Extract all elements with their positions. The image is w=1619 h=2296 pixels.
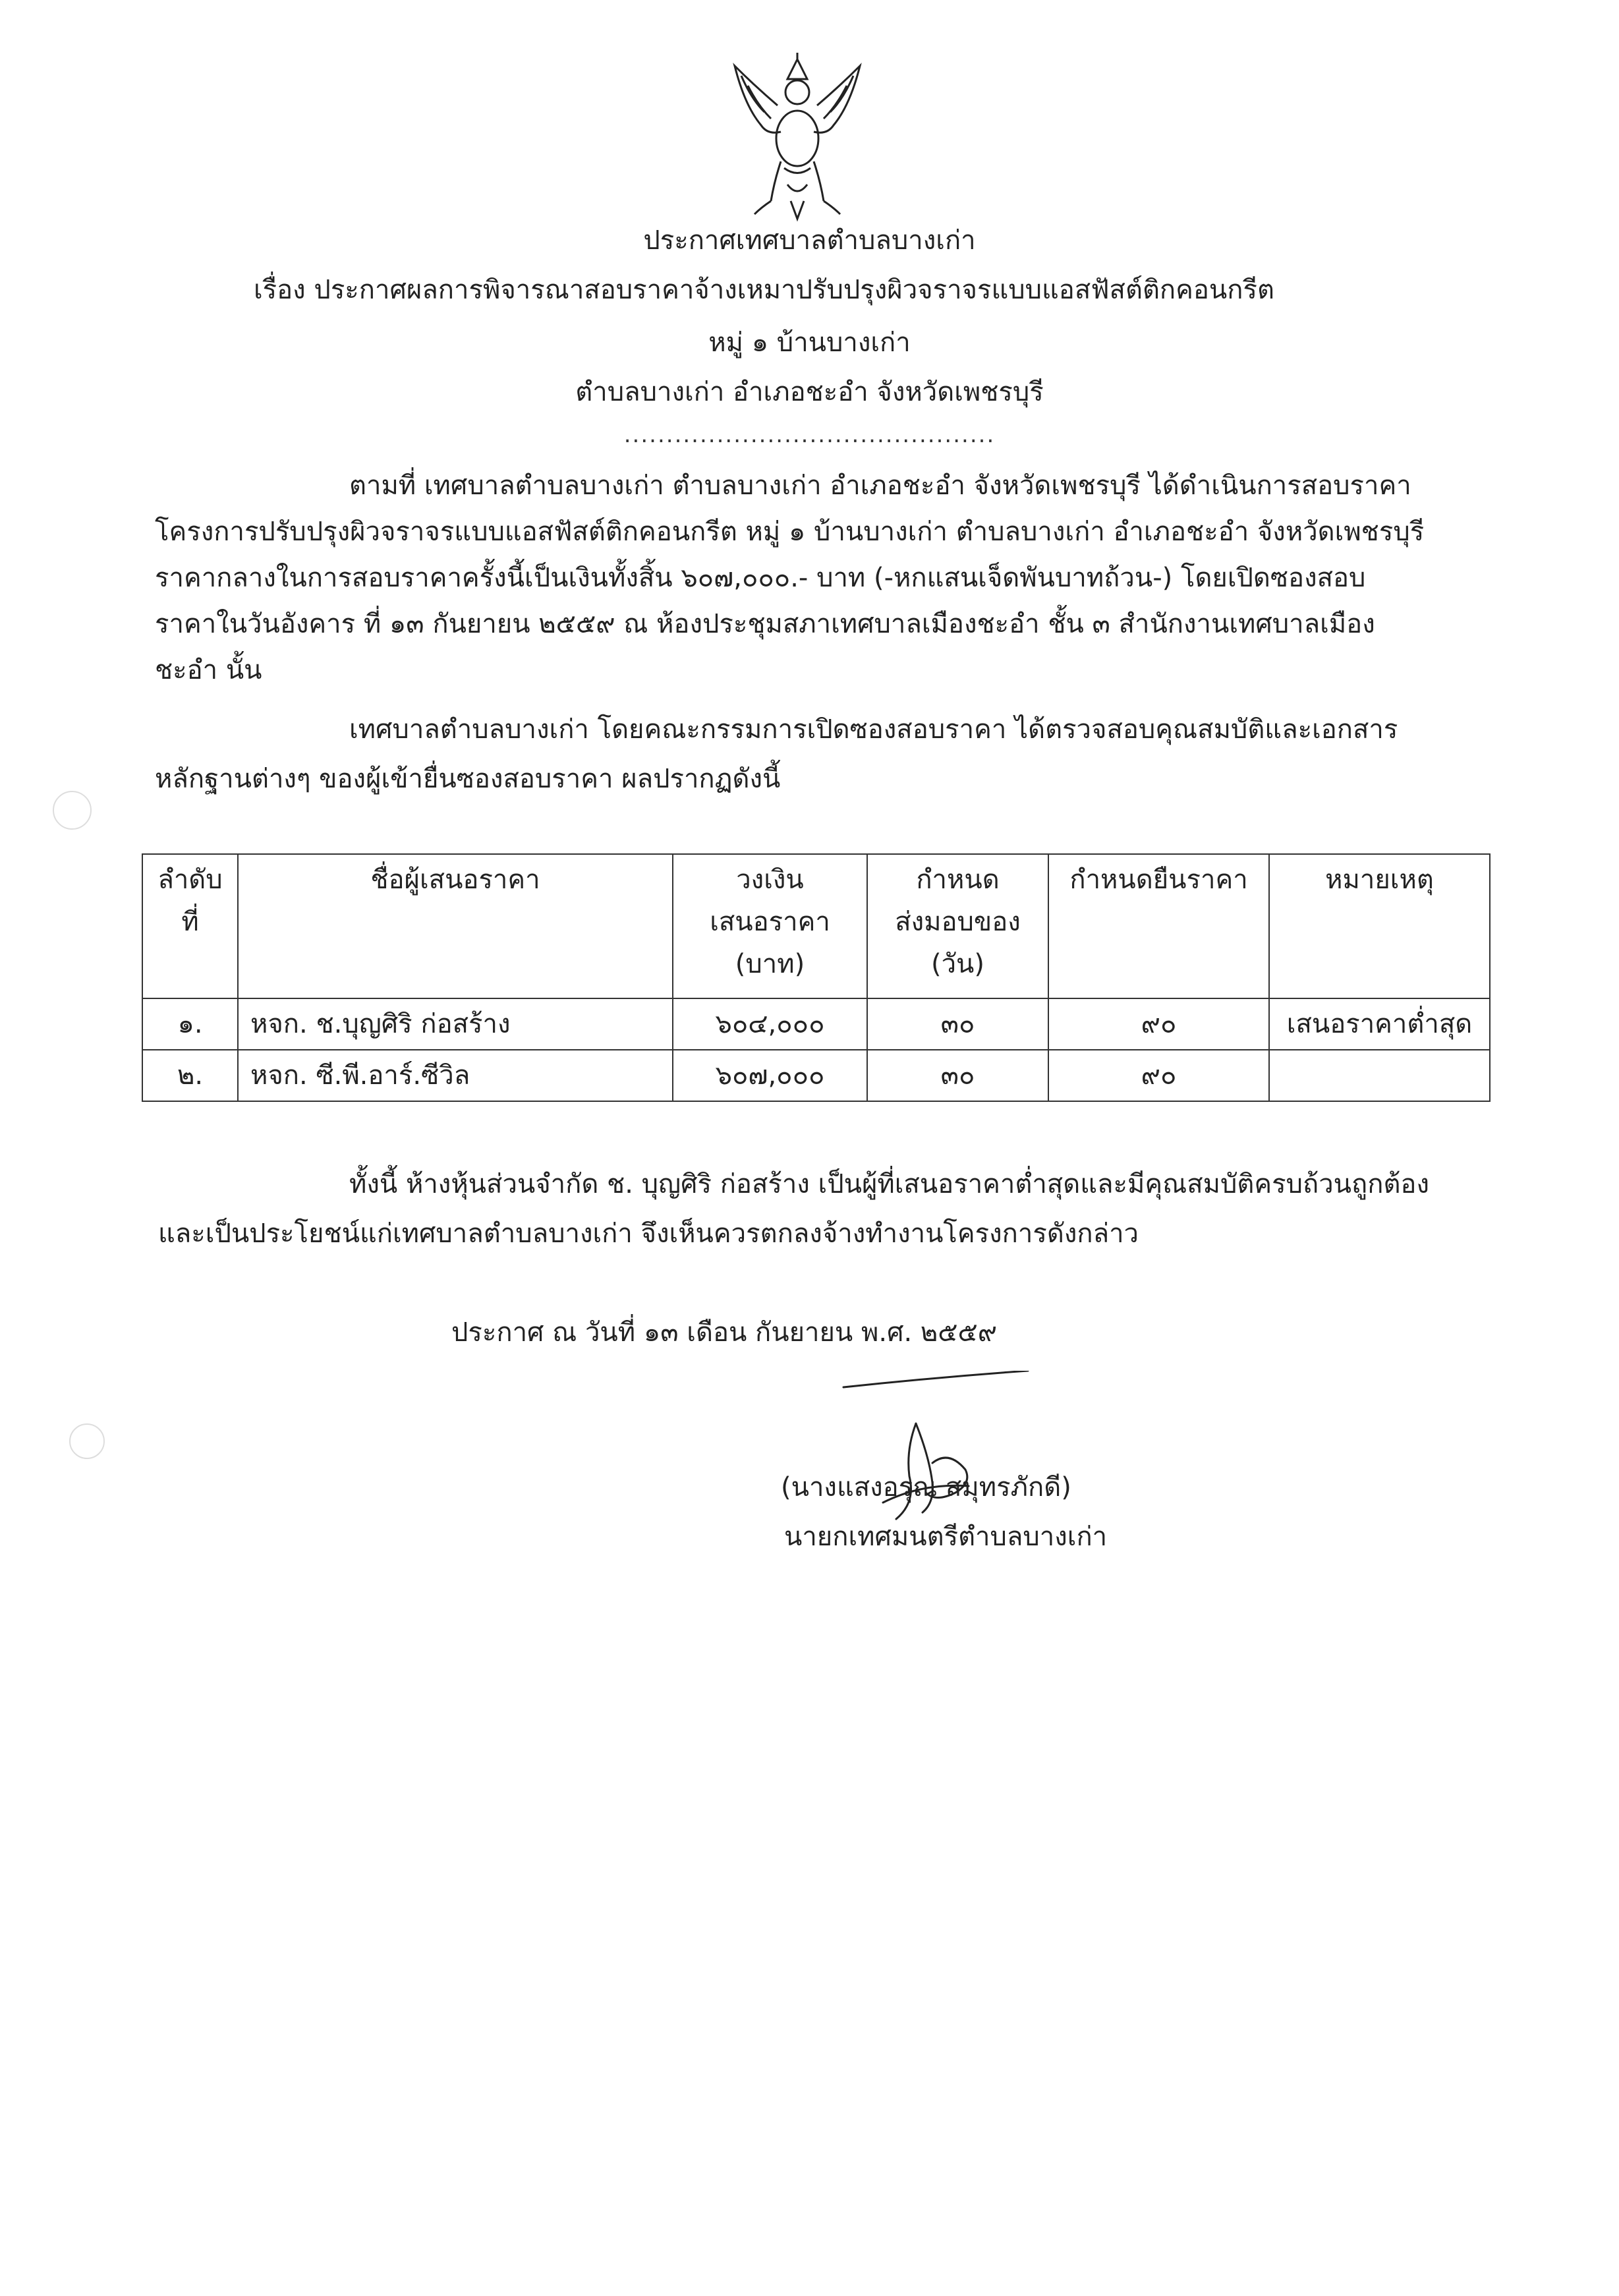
table-row <box>142 998 1490 1050</box>
row-bidder-name: หจก. ช.บุญศิริ ก่อสร้าง <box>238 998 673 1050</box>
row-remarks: เสนอราคาต่ำสุด <box>1269 998 1490 1050</box>
para1-line4: ราคาในวันอังคาร ที่ ๑๓ กันยายน ๒๕๕๙ ณ ห้องประชุมสภาเทศบาลเมืองชะอำ ชั้น ๓ สำนักงานเทศบาลเมือง <box>155 609 1375 639</box>
row-no: ๑. <box>142 998 238 1050</box>
table-header-row <box>142 854 1490 998</box>
header-bidder-name: ชื่อผู้เสนอราคา <box>238 854 673 998</box>
para1-line3: ราคากลางในการสอบราคาครั้งนี้เป็นเงินทั้งสิ้น ๖๐๗,๐๐๐.- บาท (-หกแสนเจ็ดพันบาทถ้วน-) โดยเปิดซองสอบ <box>155 563 1366 593</box>
row-bid-amount: ๖๐๔,๐๐๐ <box>673 998 867 1050</box>
location-line: ตำบลบางเก่า อำเภอชะอำ จังหวัดเพชรบุรี <box>575 377 1044 407</box>
row-validity: ๙๐ <box>1048 998 1269 1050</box>
row-delivery: ๓๐ <box>867 1050 1048 1101</box>
bid-results-table <box>142 853 1491 1102</box>
header-remarks: หมายเหตุ <box>1269 854 1490 998</box>
garuda-emblem <box>715 46 880 224</box>
signatory-title: นายกเทศมนตรีตำบลบางเก่า <box>784 1522 1108 1552</box>
punch-hole-mark <box>69 1423 105 1459</box>
para1-line2: โครงการปรับปรุงผิวจราจรแบบแอสฟัสต์ติกคอนกรีต หมู่ ๑ บ้านบางเก่า ตำบลบางเก่า อำเภอชะอำ จังหวัดเพชรบุรี <box>155 517 1425 547</box>
row-no: ๒. <box>142 1050 238 1101</box>
para2-line1: เทศบาลตำบลบางเก่า โดยคณะกรรมการเปิดซองสอบราคา ได้ตรวจสอบคุณสมบัติและเอกสาร <box>349 714 1398 745</box>
header-no: ลำดับ ที่ <box>142 854 238 998</box>
row-validity: ๙๐ <box>1048 1050 1269 1101</box>
village-line: หมู่ ๑ บ้านบางเก่า <box>708 328 911 358</box>
header-price-validity: กำหนดยืนราคา <box>1048 854 1269 998</box>
issuer-title: ประกาศเทศบาลตำบลบางเก่า <box>643 225 976 256</box>
row-delivery: ๓๐ <box>867 998 1048 1050</box>
para3-line1: ทั้งนี้ ห้างหุ้นส่วนจำกัด ช. บุญศิริ ก่อสร้าง เป็นผู้ที่เสนอราคาต่ำสุดและมีคุณสมบัติครบถ้วนถูกต้อง <box>349 1169 1429 1199</box>
row-bid-amount: ๖๐๗,๐๐๐ <box>673 1050 867 1101</box>
para1-line1: ตามที่ เทศบาลตำบลบางเก่า ตำบลบางเก่า อำเภอชะอำ จังหวัดเพชรบุรี ได้ดำเนินการสอบราคา <box>349 471 1411 501</box>
para1-line5: ชะอำ นั้น <box>155 655 262 685</box>
signatory-name: (นางแสงอรุณ สมุทรภักดี) <box>781 1472 1071 1503</box>
header-delivery: กำหนด ส่งมอบของ (วัน) <box>867 854 1048 998</box>
row-bidder-name: หจก. ซี.พี.อาร์.ซีวิล <box>238 1050 673 1101</box>
row-remarks <box>1269 1050 1490 1101</box>
header-bid-amount: วงเงิน เสนอราคา (บาท) <box>673 854 867 998</box>
para3-line2: และเป็นประโยชน์แก่เทศบาลตำบลบางเก่า จึงเห็นควรตกลงจ้างทำงานโครงการดังกล่าว <box>158 1219 1139 1249</box>
para2-line2: หลักฐานต่างๆ ของผู้เข้ายื่นซองสอบราคา ผลปรากฏดังนี้ <box>155 764 781 794</box>
header-separator: ............................................ <box>623 422 996 448</box>
table-row <box>142 1050 1490 1101</box>
punch-hole-mark <box>53 791 92 830</box>
announcement-date: ประกาศ ณ วันที่ ๑๓ เดือน กันยายน พ.ศ. ๒๕๕๙ <box>451 1317 998 1348</box>
subject-line: เรื่อง ประกาศผลการพิจารณาสอบราคาจ้างเหมาปรับปรุงผิวจราจรแบบแอสฟัสต์ติกคอนกรีต <box>254 275 1274 305</box>
